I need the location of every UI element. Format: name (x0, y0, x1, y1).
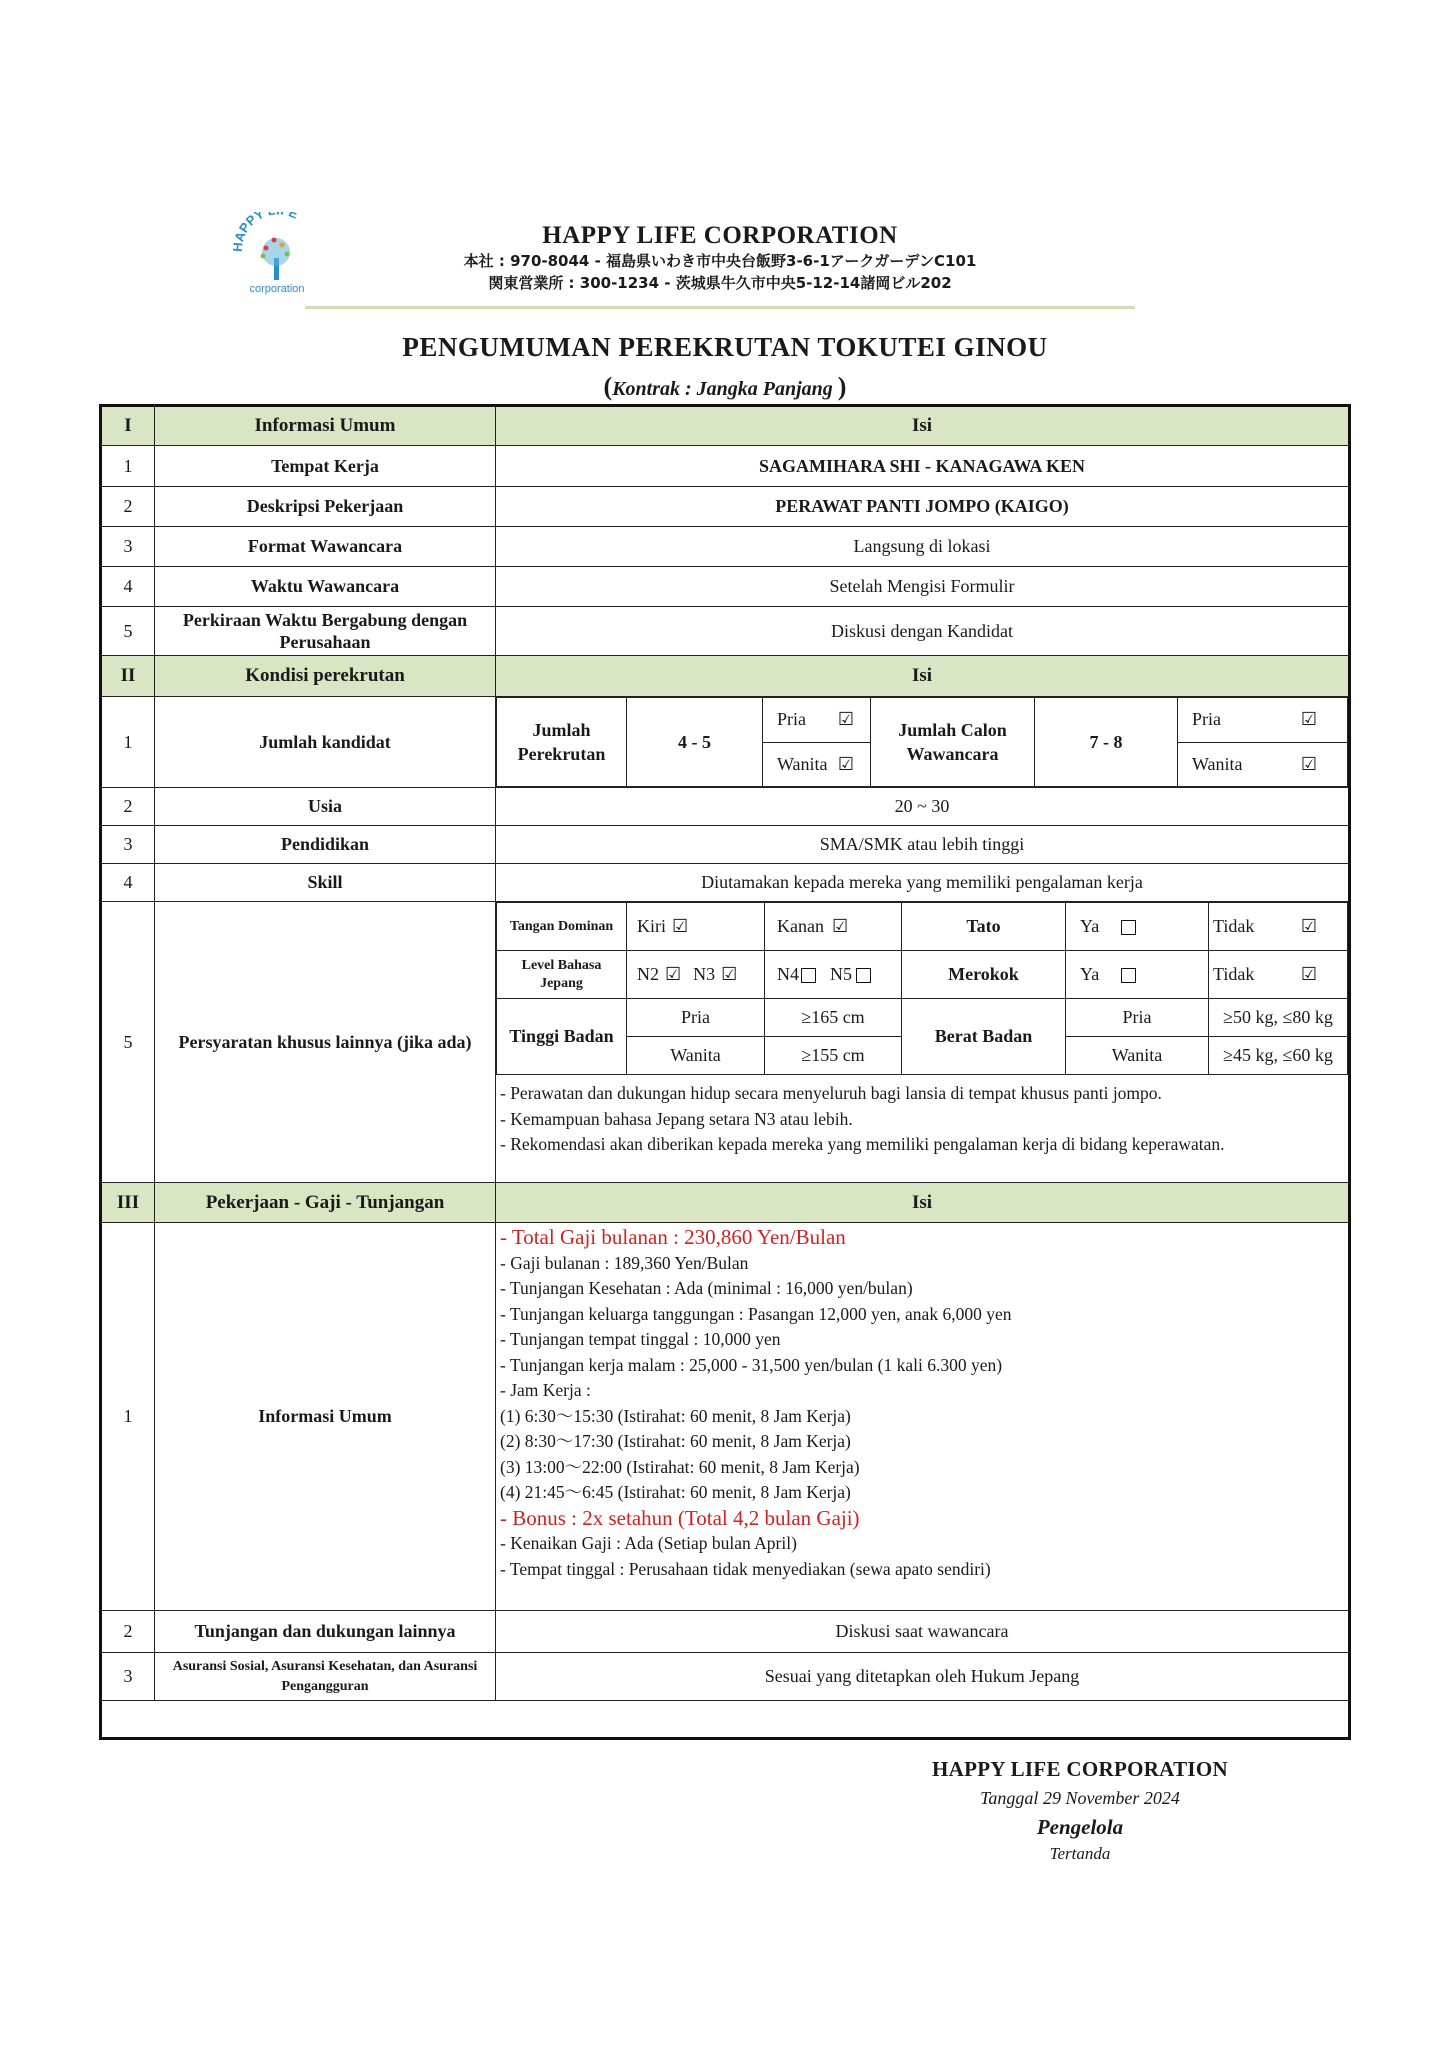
row-label: Skill (155, 864, 496, 902)
salary-line: - Tunjangan keluarga tanggungan : Pasangan 12,000 yen, anak 6,000 yen (500, 1303, 1012, 1324)
checkbox-icon: ☑ (672, 916, 689, 936)
row-label: Pendidikan (155, 826, 496, 864)
rekrut-value: 4 - 5 (627, 698, 763, 787)
footer-company: HAPPY LIFE CORPORATION (932, 1757, 1228, 1781)
row-value: Setelah Mengisi Formulir (496, 567, 1350, 607)
berat-pria: ≥50 kg, ≤80 kg (1209, 999, 1348, 1037)
tinggi-wanita: ≥155 cm (765, 1037, 902, 1075)
row-value: Diskusi saat wawancara (496, 1611, 1350, 1653)
company-logo (230, 212, 324, 298)
contract-type: Kontrak : Jangka Panjang (612, 378, 833, 400)
footer-role: Pengelola (1036, 1815, 1124, 1839)
section-title: Informasi Umum (155, 406, 496, 446)
salary-lines (500, 1225, 1344, 1582)
table-row: 1 Jumlah kandidat Jumlah Perekrutan 4 - 5 Pria ☑ Jumlah Calon Wawancara 7 - 8 Pria ☑ Wanita ☑ Wanita ☑ (101, 697, 1350, 788)
row-label: Jumlah kandidat (155, 697, 496, 788)
section-isi: Isi (496, 1183, 1350, 1223)
row-value: Langsung di lokasi (496, 527, 1350, 567)
checkbox-icon: ☑ (837, 753, 854, 774)
tato-label: Tato (902, 903, 1066, 951)
note-line: - Perawatan dan dukungan hidup secara menyeluruh bagi lansia di tempat khusus panti jompo. (500, 1083, 1162, 1103)
note-line: - Rekomendasi akan diberikan kepada mereka yang memiliki pengalaman kerja di bidang keperawatan. (500, 1134, 1225, 1154)
recruitment-table (99, 404, 1351, 1740)
section-header-2 (101, 656, 1350, 697)
salary-line: - Tunjangan Kesehatan : Ada (minimal : 16,000 yen/bulan) (500, 1278, 913, 1298)
checkbox-icon: ☑ (1300, 753, 1317, 774)
checkbox-icon: ☑ (1300, 709, 1317, 730)
section-title: Pekerjaan - Gaji - Tunjangan (155, 1183, 496, 1223)
logo-arc-text: HAPPY E (230, 212, 301, 253)
signature-block (860, 1757, 1300, 1864)
row-label: Deskripsi Pekerjaan (155, 487, 496, 527)
salary-highlight-line: - Bonus : 2x setahun (Total 4,2 bulan Gaji) (500, 1505, 860, 1530)
salary-line: - Tunjangan tempat tinggal : 10,000 yen (500, 1329, 781, 1349)
salary-line: (1) 6:30～15:30 (Istirahat: 60 menit, 8 Jam Kerja) (500, 1405, 851, 1426)
row-value: SAGAMIHARA SHI - KANAGAWA KEN (496, 446, 1350, 487)
head-office-address: 本社 : 970-8044 - 福島県いわき市中央台飯野3-6-1アークガーデンC101 (463, 252, 977, 270)
company-header (420, 222, 1020, 294)
salary-line: - Jam Kerja : (500, 1380, 591, 1400)
candidate-count-grid: Jumlah Perekrutan 4 - 5 Pria ☑ Jumlah Calon Wawancara 7 - 8 Pria ☑ Wanita ☑ Wanita ☑ (496, 697, 1348, 787)
requirements-grid: Tangan Dominan Kiri ☑ Kanan ☑ Tato Ya Tidak ☑ Level Bahasa Jepang N2 ☑ N3 ☑ N4 N5 Merokok Ya Tidak ☑ Tinggi Badan Pria ≥165 cm Berat Badan Pria ≥50 kg, ≤80 kg Wanita ≥155 cm Wanita ≥45 kg, ≤60 kg (496, 902, 1348, 1075)
table-row: 3 Asuransi Sosial, Asuransi Kesehatan, dan Asuransi Pengangguran Sesuai yang ditetapkan oleh Hukum Jepang (101, 1653, 1350, 1701)
row-label: Perkiraan Waktu Bergabung dengan Perusahaan (155, 607, 496, 656)
row-value: SMA/SMK atau lebih tinggi (496, 826, 1350, 864)
table-row: 4 Waktu Wawancara Setelah Mengisi Formulir (101, 567, 1350, 607)
table-row: 3 Format Wawancara Langsung di lokasi (101, 527, 1350, 567)
row-value: Sesuai yang ditetapkan oleh Hukum Jepang (496, 1653, 1350, 1701)
requirements-notes (496, 1075, 1348, 1164)
table-row: 2 Tunjangan dan dukungan lainnya Diskusi saat wawancara (101, 1611, 1350, 1653)
checkbox-icon: ☑ (831, 916, 849, 936)
section-isi: Isi (496, 406, 1350, 446)
empty-checkbox-icon (856, 968, 871, 983)
table-row: 2 Usia 20 ~ 30 (101, 788, 1350, 826)
empty-checkbox-icon (801, 968, 816, 983)
section-number: I (101, 406, 155, 446)
bahasa-label: Level Bahasa Jepang (497, 951, 627, 999)
empty-checkbox-icon (1121, 920, 1136, 935)
salary-line: - Tunjangan kerja malam : 25,000 - 31,500 yen/bulan (1 kali 6.300 yen) (500, 1354, 1003, 1375)
table-row: 5 Persyaratan khusus lainnya (jika ada) Tangan Dominan Kiri ☑ Kanan ☑ Tato Ya Tidak ☑ Level Bahasa Jepang N2 ☑ N3 ☑ N4 N5 Merokok Ya Tidak ☑ Tinggi Badan Pria ≥165 cm Berat Badan Pria ≥50 kg, ≤80 kg Wanita ≥155 cm Wanita ≥45 kg, ≤60 kg - Perawatan dan dukungan hidup secara menyeluruh bagi lansia di tempat khusus panti jompo. - Kemampuan bahasa Jepang setara N3 atau lebih. - Rekomendasi akan diberikan kepada mereka yang memiliki pengalaman kerja di bidang keperawatan. (101, 902, 1350, 1183)
row-label: Tempat Kerja (155, 446, 496, 487)
table-row: 1 Informasi Umum - Total Gaji bulanan : 230,860 Yen/Bulan - Gaji bulanan : 189,360 Yen/Bulan - Tunjangan Kesehatan : Ada (minimal : 16,000 yen/bulan) - Tunjangan keluarga tanggungan : Pasangan 12,000 yen, anak 6,000 yen - Tunjangan tempat tinggal : 10,000 yen - Tunjangan kerja malam : 25,000 - 31,500 yen/bulan (1 kali 6.300 yen) - Jam Kerja : (1) 6:30～15:30 (Istirahat: 60 menit, 8 Jam Kerja) (2) 8:30～17:30 (Istirahat: 60 menit, 8 Jam Kerja) (3) 13:00～22:00 (Istirahat: 60 menit, 8 Jam Kerja) (4) 21:45～6:45 (Istirahat: 60 menit, 8 Jam Kerja) - Bonus : 2x setahun (Total 4,2 bulan Gaji) - Kenaikan Gaji : Ada (Setiap bulan April) - Tempat tinggal : Perusahaan tidak menyediakan (sewa apato sendiri) (101, 1223, 1350, 1611)
table-row-empty (101, 1701, 1350, 1739)
salary-details (496, 1223, 1350, 1611)
table-row: 1 Tempat Kerja SAGAMIHARA SHI - KANAGAWA KEN (101, 446, 1350, 487)
header-divider (305, 306, 1135, 309)
salary-line: (2) 8:30～17:30 (Istirahat: 60 menit, 8 Jam Kerja) (500, 1431, 851, 1451)
branch-office-address: 関東営業所 : 300-1234 - 茨城県牛久市中央5-12-14諸岡ビル202 (488, 274, 952, 292)
company-name: HAPPY LIFE CORPORATION (542, 222, 898, 249)
page-title: PENGUMUMAN PEREKRUTAN TOKUTEI GINOU (402, 332, 1048, 362)
salary-line: - Tempat tinggal : Perusahaan tidak menyediakan (sewa apato sendiri) (500, 1558, 991, 1579)
table-row: 3 Pendidikan SMA/SMK atau lebih tinggi (101, 826, 1350, 864)
footer-date: Tanggal 29 November 2024 (980, 1788, 1180, 1808)
section-header-3 (101, 1183, 1350, 1223)
table-row: 2 Deskripsi Pekerjaan PERAWAT PANTI JOMPO (KAIGO) (101, 487, 1350, 527)
tangan-label: Tangan Dominan (497, 903, 627, 951)
tinggi-pria: ≥165 cm (765, 999, 902, 1037)
calon-value: 7 - 8 (1035, 698, 1178, 787)
row-label: Tunjangan dan dukungan lainnya (155, 1611, 496, 1653)
berat-wanita: ≥45 kg, ≤60 kg (1209, 1037, 1348, 1075)
section-number: II (101, 656, 155, 697)
salary-line: - Kenaikan Gaji : Ada (Setiap bulan April) (500, 1533, 797, 1553)
tinggi-label: Tinggi Badan (497, 999, 627, 1075)
berat-label: Berat Badan (902, 999, 1066, 1075)
checkbox-icon: ☑ (721, 964, 738, 984)
salary-highlight-line: - Total Gaji bulanan : 230,860 Yen/Bulan (500, 1225, 846, 1249)
calon-label: Jumlah Calon Wawancara (871, 698, 1035, 787)
row-label: Format Wawancara (155, 527, 496, 567)
table-row: 5 Perkiraan Waktu Bergabung dengan Perusahaan Diskusi dengan Kandidat (101, 607, 1350, 656)
table-row: 4 Skill Diutamakan kepada mereka yang memiliki pengalaman kerja (101, 864, 1350, 902)
rekrut-label: Jumlah Perekrutan (497, 698, 627, 787)
footer-signature: Tertanda (1049, 1844, 1111, 1863)
logo-caption: corporation (249, 283, 305, 295)
empty-checkbox-icon (1121, 968, 1136, 983)
row-value: Diskusi dengan Kandidat (496, 607, 1350, 656)
row-label: Informasi Umum (155, 1223, 496, 1611)
salary-line: (3) 13:00～22:00 (Istirahat: 60 menit, 8 Jam Kerja) (500, 1456, 860, 1477)
row-value: 20 ~ 30 (496, 788, 1350, 826)
checkbox-icon: ☑ (1300, 964, 1317, 984)
checkbox-icon: ☑ (1300, 916, 1317, 936)
row-value: Diutamakan kepada mereka yang memiliki pengalaman kerja (496, 864, 1350, 902)
merokok-label: Merokok (902, 951, 1066, 999)
row-value: PERAWAT PANTI JOMPO (KAIGO) (496, 487, 1350, 527)
section-header-1 (101, 406, 1350, 446)
section-title: Kondisi perekrutan (155, 656, 496, 697)
checkbox-icon: ☑ (665, 964, 682, 984)
page-subtitle: (Kontrak : Jangka Panjang ) (603, 372, 847, 401)
checkbox-icon: ☑ (837, 709, 854, 730)
note-line: - Kemampuan bahasa Jepang setara N3 atau lebih. (500, 1108, 853, 1129)
salary-line: (4) 21:45～6:45 (Istirahat: 60 menit, 8 Jam Kerja) (500, 1482, 851, 1502)
row-label: Usia (155, 788, 496, 826)
section-number: III (101, 1183, 155, 1223)
salary-line: - Gaji bulanan : 189,360 Yen/Bulan (500, 1252, 749, 1273)
row-label: Asuransi Sosial, Asuransi Kesehatan, dan Asuransi Pengangguran (155, 1653, 496, 1701)
row-label: Waktu Wawancara (155, 567, 496, 607)
section-isi: Isi (496, 656, 1350, 697)
row-label: Persyaratan khusus lainnya (jika ada) (155, 902, 496, 1183)
